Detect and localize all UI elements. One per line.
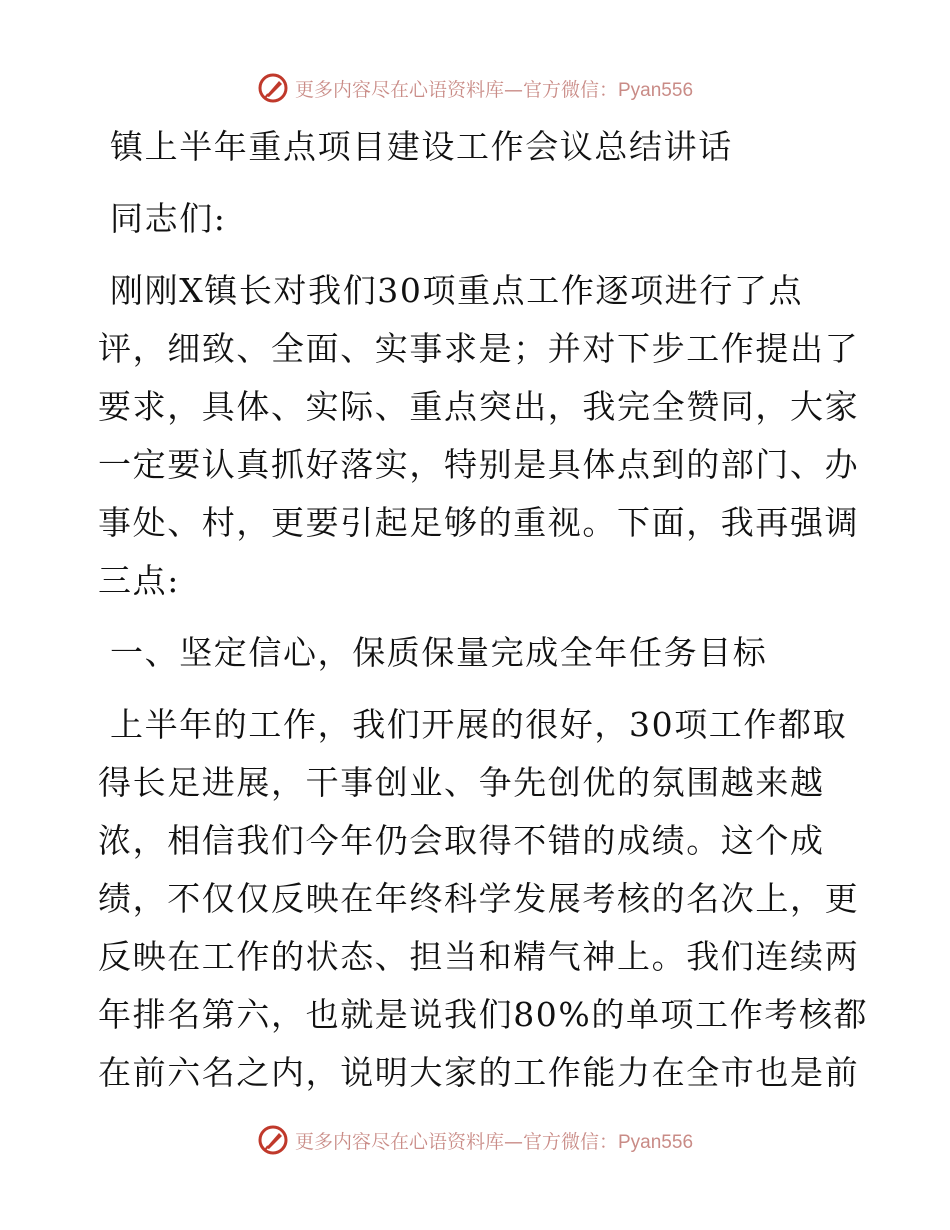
- watermark-footer: [0, 1120, 950, 1160]
- paragraph-line: 年排名第六，也就是说我们80%的单项工作考核都: [98, 995, 869, 1034]
- watermark-header: [0, 68, 950, 108]
- watermark-id: Pyan556: [618, 1131, 694, 1153]
- document-body: [98, 118, 869, 1102]
- watermark-text: 更多内容尽在心语资料库—官方微信：Pyan556: [294, 1130, 694, 1153]
- paragraph-line: 上半年的工作，我们开展的很好，30项工作都取: [110, 705, 848, 744]
- document-title: 镇上半年重点项目建设工作会议总结讲话: [110, 127, 733, 166]
- paragraph-line: 在前六名之内，说明大家的工作能力在全市也是前: [98, 1053, 860, 1092]
- salutation: 同志们:: [110, 199, 227, 238]
- paragraph-line: 刚刚X镇长对我们30项重点工作逐项进行了点: [110, 271, 804, 310]
- paragraph-line: 得长足进展，干事创业、争先创优的氛围越来越: [98, 763, 825, 802]
- paragraph-line: 一定要认真抓好落实，特别是具体点到的部门、办: [98, 445, 860, 484]
- quill-logo-icon: [257, 72, 289, 104]
- section-heading-1: 一、坚定信心，保质保量完成全年任务目标: [110, 633, 768, 672]
- paragraph-line: 事处、村，更要引起足够的重视。下面，我再强调: [98, 503, 860, 542]
- paragraph-1: [98, 262, 858, 610]
- paragraph-line: 反映在工作的状态、担当和精气神上。我们连续两: [98, 937, 860, 976]
- paragraph-line: 评，细致、全面、实事求是；并对下步工作提出了: [98, 329, 860, 368]
- quill-logo-icon: [257, 1124, 289, 1156]
- paragraph-line: 要求，具体、实际、重点突出，我完全赞同，大家: [98, 387, 860, 426]
- watermark-id: Pyan556: [618, 79, 694, 101]
- paragraph-line: 浓，相信我们今年仍会取得不错的成绩。这个成: [98, 821, 825, 860]
- paragraph-line: 绩，不仅仅反映在年终科学发展考核的名次上，更: [98, 879, 860, 918]
- paragraph-2: [98, 696, 869, 1102]
- paragraph-line: 三点:: [98, 561, 180, 600]
- watermark-text: 更多内容尽在心语资料库—官方微信：Pyan556: [294, 78, 694, 101]
